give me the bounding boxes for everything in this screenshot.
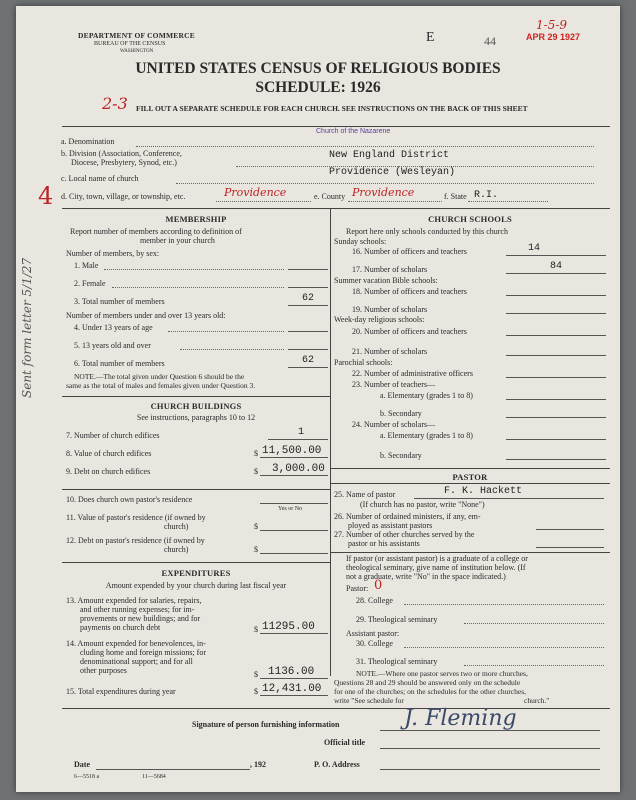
schools-heading: CHURCH SCHOOLS: [428, 214, 512, 224]
form-number: 6—5518 a: [74, 774, 100, 780]
state-label: f. State: [444, 192, 467, 201]
q20-label: 20. Number of officers and teachers: [352, 327, 467, 336]
q13-label-4: payments on church debt: [80, 623, 161, 632]
q25-hint: (If church has no pastor, write "None"): [360, 500, 485, 509]
q9-label: 9. Debt on church edifices: [66, 467, 151, 476]
denomination-label: a. Denomination: [61, 137, 115, 146]
q24-label: 24. Number of scholars—: [352, 420, 436, 429]
q3-total-value: 62: [302, 293, 315, 304]
assistant-pastor-label: Assistant pastor:: [346, 629, 400, 638]
pastor-note-2: Questions 28 and 29 should be answered only on the schedule: [334, 678, 521, 687]
q4-under-13-label: 4. Under 13 years of age: [74, 323, 153, 332]
buildings-heading: CHURCH BUILDINGS: [150, 401, 242, 411]
parochial-schools-label: Parochial schools:: [334, 358, 393, 367]
graduate-note-3: not a graduate, write "No" in the space indicated.): [346, 572, 506, 581]
q5-over-13-label: 5. 13 years old and over: [74, 341, 151, 350]
q18-label: 18. Number of officers and teachers: [352, 287, 467, 296]
reference-number: 2-3: [102, 94, 128, 113]
code-e: E: [426, 30, 435, 45]
membership-sub-1: Report number of members according to definition of: [70, 227, 242, 236]
q24a-label: a. Elementary (grades 1 to 8): [380, 431, 473, 440]
code-44: 44: [484, 34, 496, 48]
q30-label: 30. College: [356, 639, 393, 648]
q28-label: 28. College: [356, 596, 393, 605]
red-margin-mark: 4: [38, 182, 54, 210]
membership-note-2: same as the total of males and females given under Question 3.: [66, 381, 256, 390]
q13-value: 11295.00: [262, 621, 315, 633]
expenditures-sub: Amount expended by your church during last fiscal year: [105, 581, 287, 590]
q15-dollar: $: [254, 687, 258, 696]
bureau-label: BUREAU OF THE CENSUS: [94, 41, 166, 47]
q31-label: 31. Theological seminary: [356, 657, 438, 666]
q26-label-2: ployed as assistant pastors: [348, 521, 433, 530]
q9-value: 3,000.00: [272, 463, 325, 475]
schedule-title: SCHEDULE: 1926: [255, 79, 381, 96]
q27-label-2: pastor or his assistants: [348, 539, 420, 548]
city-value: Providence: [224, 186, 287, 199]
buildings-sub: See instructions, paragraphs 10 to 12: [136, 413, 256, 422]
handwritten-date: 1-5-9: [536, 18, 568, 32]
q3-total-label: 3. Total number of members: [74, 297, 165, 306]
q14-label-3: denominational support; and for all: [80, 657, 193, 666]
q23b-label: b. Secondary: [380, 409, 422, 418]
q16-value: 14: [528, 243, 541, 254]
q7-value: 1: [298, 427, 305, 438]
q11-label: 11. Value of pastor's residence (if owned by: [66, 513, 206, 522]
q17-value: 84: [550, 261, 563, 272]
schools-sub: Report here only schools conducted by this church: [346, 227, 508, 236]
instruction-line: FILL OUT A SEPARATE SCHEDULE FOR EACH CHURCH. SEE INSTRUCTIONS ON THE BACK OF THIS SHEET: [136, 104, 528, 113]
q14-dollar: $: [254, 670, 258, 679]
graduate-note-2: theological seminary, give name of institution below. (If: [346, 563, 526, 572]
department-label: DEPARTMENT OF COMMERCE: [78, 31, 195, 40]
q22-label: 22. Number of administrative officers: [352, 369, 473, 378]
q29-label: 29. Theological seminary: [356, 615, 438, 624]
pastor-note-3: for one of the churches; on the schedules for the other churches,: [334, 687, 527, 696]
q8-label: 8. Value of church edifices: [66, 449, 152, 458]
q13-label-1: 13. Amount expended for salaries, repairs,: [66, 596, 202, 605]
state-value: R.I.: [474, 190, 499, 201]
received-stamp: APR 29 1927: [526, 32, 581, 42]
date-label: Date: [74, 760, 90, 769]
q11-dollar: $: [254, 522, 258, 531]
q16-label: 16. Number of officers and teachers: [352, 247, 467, 256]
form-title: UNITED STATES CENSUS OF RELIGIOUS BODIES: [135, 60, 501, 77]
division-value: New England District: [329, 150, 450, 161]
q12-label-2: church): [164, 545, 189, 554]
q13-dollar: $: [254, 625, 258, 634]
year-label: , 192: [250, 760, 266, 769]
print-number: 11—5684: [142, 774, 166, 780]
city-field-label: d. City, town, village, or township, etc.: [61, 192, 186, 201]
division-label: b. Division (Association, Conference,: [61, 149, 182, 158]
q25-label: 25. Name of pastor: [334, 490, 396, 499]
pastor-label: Pastor:: [346, 584, 369, 593]
q14-label-2: cluding home and foreign missions; for: [80, 648, 206, 657]
county-label: e. County: [314, 192, 346, 201]
summer-schools-label: Summer vacation Bible schools:: [334, 276, 438, 285]
q23-label: 23. Number of teachers—: [352, 380, 436, 389]
q8-dollar: $: [254, 449, 258, 458]
local-name-label: c. Local name of church: [61, 174, 139, 183]
pastor-note-4b: church.": [524, 696, 550, 705]
q15-value: 12,431.00: [262, 683, 322, 695]
q10-label: 10. Does church own pastor's residence: [66, 495, 193, 504]
pastor-heading: PASTOR: [452, 472, 488, 482]
expenditures-heading: EXPENDITURES: [161, 568, 231, 578]
q2-female-label: 2. Female: [74, 279, 106, 288]
q13-label-2: and other running expenses; for im-: [80, 605, 195, 614]
q27-label-1: 27. Number of other churches served by the: [334, 530, 475, 539]
pastor-mark: 0: [374, 578, 383, 593]
q6-total-label: 6. Total number of members: [74, 359, 165, 368]
pastor-note-4: write "See schedule for: [334, 696, 404, 705]
q12-label: 12. Debt on pastor's residence (if owned by: [66, 536, 205, 545]
local-name-value: Providence (Wesleyan): [329, 167, 456, 178]
pastor-note-1: NOTE.—Where one pastor serves two or more churches,: [356, 669, 528, 678]
members-by-sex-label: Number of members, by sex:: [66, 249, 160, 258]
q21-label: 21. Number of scholars: [352, 347, 428, 356]
q14-label-1: 14. Amount expended for benevolences, in-: [66, 639, 206, 648]
q24b-label: b. Secondary: [380, 451, 422, 460]
q14-value: 1136.00: [268, 666, 315, 678]
q15-label: 15. Total expenditures during year: [66, 687, 176, 696]
city-label: WASHINGTON: [120, 49, 154, 54]
q7-label: 7. Number of church edifices: [66, 431, 160, 440]
q25-value: F. K. Hackett: [444, 486, 523, 497]
q9-dollar: $: [254, 467, 258, 476]
signature: J. Fleming: [404, 706, 517, 731]
county-value: Providence: [352, 186, 415, 199]
q19-label: 19. Number of scholars: [352, 305, 428, 314]
official-title-label: Official title: [324, 738, 366, 747]
q23a-label: a. Elementary (grades 1 to 8): [380, 391, 473, 400]
q14-label-4: other purposes: [80, 666, 127, 675]
q6-total-value: 62: [302, 355, 315, 366]
sunday-schools-label: Sunday schools:: [334, 237, 387, 246]
division-label-2: Diocese, Presbytery, Synod, etc.): [71, 158, 177, 167]
signature-label: Signature of person furnishing information: [192, 720, 340, 729]
weekday-schools-label: Week-day religious schools:: [334, 315, 425, 324]
membership-note-1: NOTE.—The total given under Question 6 should be the: [74, 372, 245, 381]
q11-label-2: church): [164, 522, 189, 531]
graduate-note-1: If pastor (or assistant pastor) is a graduate of a college or: [346, 554, 528, 563]
denomination-stamp: Church of the Nazarene: [316, 128, 391, 135]
q10-hint: Yes or No: [278, 506, 303, 512]
q13-label-3: provements or new buildings; and for: [80, 614, 201, 623]
census-schedule-sheet: [16, 6, 620, 792]
q8-value: 11,500.00: [262, 445, 322, 457]
pencil-margin-note: Sent form letter 5/1/27: [20, 257, 34, 398]
membership-heading: MEMBERSHIP: [165, 214, 227, 224]
membership-sub-2: member in your church: [140, 236, 215, 245]
q17-label: 17. Number of scholars: [352, 265, 428, 274]
q12-dollar: $: [254, 545, 258, 554]
under-over-label: Number of members under and over 13 years old:: [66, 311, 226, 320]
q1-male-label: 1. Male: [74, 261, 99, 270]
po-address-label: P. O. Address: [314, 760, 360, 769]
q26-label-1: 26. Number of ordained ministers, if any, em-: [334, 512, 481, 521]
